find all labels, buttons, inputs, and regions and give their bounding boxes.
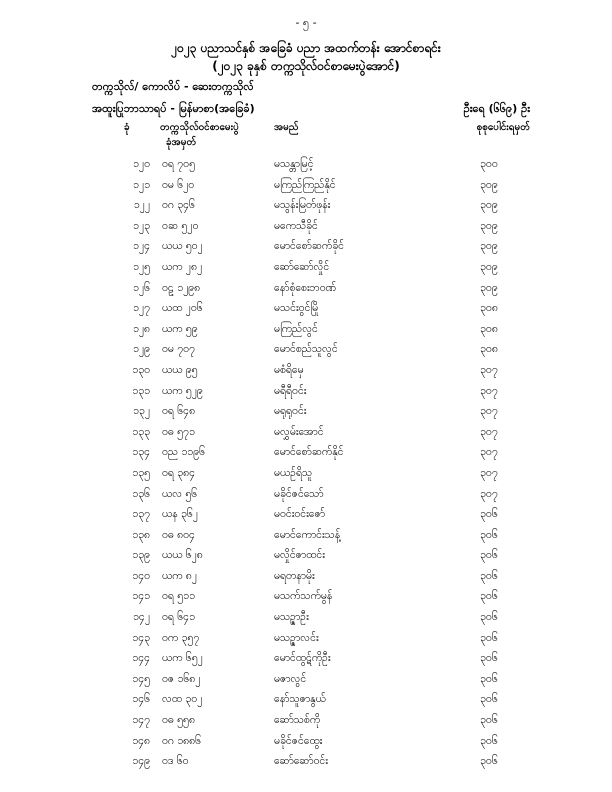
- document-subtitle: (၂၀၂၃ ခုနှစ် တက္ကသိုလ်ဝင်စာမေးပွဲအောင်): [212, 59, 400, 73]
- table-row: [0, 426, 612, 447]
- roll-number: ယလ ၅၆: [162, 487, 198, 500]
- table-row: [0, 673, 612, 694]
- table-row: [0, 611, 612, 632]
- roll-number: ယက ၆၅၂: [162, 652, 203, 665]
- roll-number: ဝမ ၇၀၇: [162, 343, 195, 356]
- table-row: [0, 405, 612, 426]
- roll-number: ယန ၃၆၂: [162, 508, 198, 521]
- student-name: ဆော်ဆော်ဝင်း: [274, 755, 328, 768]
- table-row: [0, 446, 612, 467]
- roll-number: ဝဒ ၆၀: [162, 755, 189, 768]
- student-name: မကြည်လွင်: [274, 322, 318, 335]
- roll-number: ယက ၅၂၉: [162, 384, 203, 397]
- student-name: မောင်စော်ဆက်ခိုင်: [274, 240, 344, 253]
- roll-number: ဝဇ ၁၆၈၂: [162, 672, 201, 685]
- row-number: ၁၃၂: [133, 405, 150, 418]
- student-name: မရတနာမိုး: [274, 569, 315, 582]
- table-row: [0, 343, 612, 364]
- subject-line: အထူးပြုဘာသာရပ် - မြန်မာစာ(အခြေခံ): [92, 102, 255, 115]
- table-row: [0, 199, 612, 220]
- student-name: မစံရိမှေ: [274, 363, 304, 376]
- table-row: [0, 302, 612, 323]
- column-header-name: အမည်: [274, 122, 299, 133]
- row-number: ၁၂၈: [132, 322, 150, 335]
- student-name: မောင်စော်ဆက်နိုင်: [274, 446, 344, 459]
- roll-number: ယယ ၉၅: [162, 363, 198, 376]
- total-marks: ၃၀၉: [480, 240, 498, 253]
- table-row: [0, 693, 612, 714]
- row-number: ၁၄၇: [132, 714, 150, 727]
- total-marks: ၃၀၀: [480, 158, 498, 170]
- student-name: နော်သူဇာနွယ်: [274, 693, 326, 706]
- count-line: ဦးရေ (၆၆၉) ဦး: [463, 102, 530, 115]
- student-name: မသဥ္ဇာလင်း: [274, 631, 319, 644]
- student-name: ဆော်ဆော်လှိုင်: [274, 260, 330, 273]
- row-number: ၁၂၂: [133, 199, 150, 212]
- row-number: ၁၂၅: [133, 260, 150, 273]
- row-number: ၁၃၄: [132, 446, 150, 459]
- total-marks: ၃၀၈: [480, 302, 498, 315]
- row-number: ၁၄၆: [132, 693, 150, 706]
- total-marks: ၃၀၉: [480, 199, 498, 212]
- total-marks: ၃၀၆: [480, 693, 498, 706]
- student-name: မောင်ထွဋ်ကိုဦး: [274, 652, 331, 665]
- roll-number: ယက ၈၂: [162, 569, 197, 582]
- total-marks: ၃၀၆: [480, 714, 498, 727]
- student-name: မောင်ကောင်းသန့်: [274, 528, 341, 541]
- roll-number: ဝက ၃၅၇: [162, 631, 200, 644]
- roll-number: ဝဂ ၁၈၈၆: [162, 734, 202, 747]
- total-marks: ၃၀၆: [480, 734, 498, 747]
- table-row: [0, 549, 612, 570]
- results-table: [0, 158, 612, 776]
- student-name: မခိုင်ဇင်ထွေး: [274, 734, 323, 747]
- total-marks: ၃၀၆: [480, 672, 498, 685]
- row-number: ၁၃၉: [132, 549, 150, 562]
- total-marks: ၃၀၇: [480, 384, 498, 397]
- student-name: မသဥ္ဇာဦး: [274, 611, 309, 624]
- row-number: ၁၂၉: [133, 343, 150, 356]
- total-marks: ၃၀၈: [480, 343, 498, 356]
- page-number: - ၅ -: [295, 16, 317, 29]
- table-row: [0, 179, 612, 200]
- table-row: [0, 385, 612, 406]
- table-row: [0, 282, 612, 303]
- total-marks: ၃၀၆: [480, 528, 498, 541]
- row-number: ၁၃၃: [132, 425, 150, 438]
- row-number: ၁၄၂: [133, 611, 150, 624]
- total-marks: ၃၀၇: [480, 425, 498, 438]
- row-number: ၁၄၀: [132, 569, 150, 582]
- roll-number: ဝရ ၆၄၁: [162, 611, 195, 624]
- table-row: [0, 467, 612, 488]
- row-number: ၁၂၆: [133, 281, 150, 294]
- row-number: ၁၄၁: [132, 590, 150, 603]
- row-number: ၁၄၉: [132, 755, 150, 768]
- table-row: [0, 714, 612, 735]
- total-marks: ၃၀၈: [480, 322, 498, 335]
- student-name: မဝင်းဝင်းဇော်: [274, 508, 326, 521]
- total-marks: ၃၀၆: [480, 508, 498, 521]
- student-name: မသက်သက်မွန်: [274, 590, 333, 603]
- row-number: ၁၃၆: [132, 487, 150, 500]
- student-name: နော်စုံစေးဘဝဏ်: [274, 281, 337, 294]
- table-row: [0, 632, 612, 653]
- student-name: မောင်စည်သူလွင်: [274, 343, 338, 356]
- table-row: [0, 590, 612, 611]
- row-number: ၁၂၄: [133, 240, 150, 253]
- row-number: ၁၂၀: [133, 158, 150, 170]
- total-marks: ၃၀၉: [480, 178, 498, 191]
- student-name: မသန္တာမြင့်: [274, 158, 314, 170]
- total-marks: ၃၀၇: [480, 363, 498, 376]
- table-row: [0, 735, 612, 756]
- table-row: [0, 220, 612, 241]
- roll-number: ဝဓ ၈၀၄: [162, 528, 195, 541]
- student-name: ဆော်သစ်ကို: [274, 714, 321, 727]
- roll-number: ဝဆ ၅၂၀: [162, 219, 199, 232]
- total-marks: ၃၀၆: [480, 611, 498, 624]
- total-marks: ၃၀၇: [480, 487, 498, 500]
- row-number: ၁၃၅: [132, 466, 150, 479]
- total-marks: ၃၀၆: [480, 652, 498, 665]
- table-row: [0, 652, 612, 673]
- table-row: [0, 529, 612, 550]
- total-marks: ၃၀၉: [480, 260, 498, 273]
- roll-number: ယက ၂၈၂: [162, 260, 203, 273]
- roll-number: ဝရ ၆၄၈: [162, 405, 196, 418]
- student-name: မရုရုဝင်း: [274, 405, 307, 418]
- roll-number: ဝရ ၅၁၁: [162, 590, 195, 603]
- roll-number: ယက ၅၉: [162, 322, 198, 335]
- table-row: [0, 261, 612, 282]
- row-number: ၁၄၃: [132, 631, 150, 644]
- row-number: ၁၂၇: [133, 302, 150, 315]
- row-number: ၁၃၀: [132, 363, 150, 376]
- document-title: ၂၀၂၃ ပညာသင်နှစ် အခြေခံ ပညာ အထက်တန်း အောင်စာရင်း: [171, 41, 441, 55]
- student-name: မကေသီခိုင်: [274, 219, 318, 232]
- roll-number: လထ ၃၀၂: [162, 693, 203, 706]
- table-row: [0, 323, 612, 344]
- roll-number: ယထ ၂၀၆: [162, 302, 203, 315]
- total-marks: ၃၀၇: [480, 466, 498, 479]
- table-row: [0, 508, 612, 529]
- roll-number: ယယ ၅၀၂: [162, 240, 203, 253]
- column-header-marks: စုစုပေါင်းရမှတ်: [476, 122, 530, 133]
- student-name: မရီရီဝင်း: [274, 384, 307, 397]
- column-header-roll: တက္ကသိုလ်ဝင်စာမေးပွဲ: [160, 122, 239, 133]
- total-marks: ၃၀၆: [480, 755, 498, 768]
- row-number: ၁၃၁: [132, 384, 150, 397]
- roll-number: ဝမ ၆၂၀: [162, 178, 195, 191]
- table-row: [0, 364, 612, 385]
- roll-number: ဝရ ၃၈၄: [162, 466, 196, 479]
- student-name: မသွန်းမြတ်ဖုန်း: [274, 199, 331, 212]
- student-name: မယဉ်ရိသူ: [274, 466, 313, 479]
- student-name: မဇာလွင်: [274, 672, 307, 685]
- row-number: ၁၃၈: [132, 528, 150, 541]
- student-name: မလွှမ်းအောင်: [274, 425, 324, 438]
- roll-number: ယယ ၆၂၈: [162, 549, 203, 562]
- student-name: မကြည်ကြည်နိုင်: [274, 178, 336, 191]
- total-marks: ၃၀၇: [480, 405, 498, 418]
- row-number: ၁၄၈: [132, 734, 150, 747]
- roll-number: ဝဓ ၅၅၈: [162, 714, 195, 727]
- total-marks: ၃၀၆: [480, 549, 498, 562]
- table-row: [0, 240, 612, 261]
- roll-number: ဝည ၁၁၉၆: [162, 446, 206, 459]
- university-line: တက္ကသိုလ်/ ကောလိပ် - ဆေးတက္ကသိုလ်: [92, 80, 254, 93]
- total-marks: ၃၀၉: [480, 219, 498, 232]
- row-number: ၁၄၅: [132, 672, 150, 685]
- total-marks: ၃၀၆: [480, 590, 498, 603]
- row-number: ၁၄၄: [132, 652, 150, 665]
- total-marks: ၃၀၇: [480, 446, 498, 459]
- student-name: မခိုင်ဇင်သော်: [274, 487, 324, 500]
- table-row: [0, 570, 612, 591]
- roll-number: ဝရ ၇၀၅: [162, 158, 195, 170]
- table-row: [0, 488, 612, 509]
- row-number: ၁၂၁: [133, 178, 150, 191]
- student-name: မလှိုင်ဇာထင်း: [274, 549, 325, 562]
- row-number: ၁၂၃: [133, 219, 150, 232]
- roll-number: ဝဓ ၅၇၁: [162, 425, 195, 438]
- table-row: [0, 158, 612, 179]
- row-number: ၁၃၇: [132, 508, 150, 521]
- roll-number: ဝဠ ၁၂၉၈: [162, 281, 201, 294]
- total-marks: ၃၀၆: [480, 631, 498, 644]
- student-name: မသင်းဝွင်မြို: [274, 302, 319, 315]
- roll-number: ဝဂ ၃၄၆: [162, 199, 195, 212]
- column-header-roll-2: ခုံအမှတ်: [166, 137, 197, 148]
- total-marks: ၃၀၉: [480, 281, 498, 294]
- column-header-no: ခုံ: [124, 122, 130, 133]
- total-marks: ၃၀၆: [480, 569, 498, 582]
- table-row: [0, 755, 612, 776]
